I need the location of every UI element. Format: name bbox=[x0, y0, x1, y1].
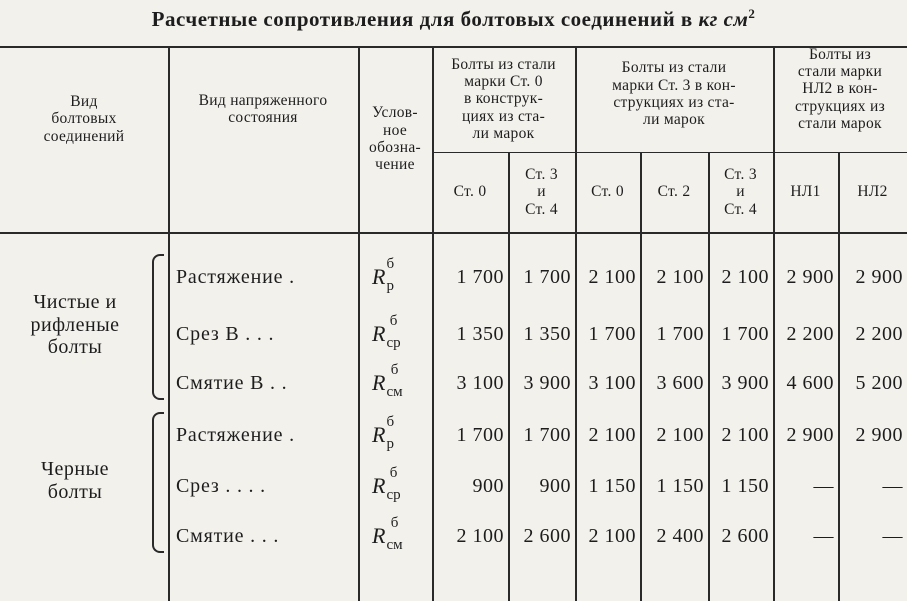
table-cell-value: 1 350 bbox=[456, 322, 504, 345]
symbol-letter: R bbox=[372, 320, 386, 346]
table-cell-value: 2 100 bbox=[588, 524, 636, 547]
symbol-letter: R bbox=[372, 472, 386, 498]
header-group-nl2: Болты из стали марки НЛ2 в кон- струкциях из стали марок bbox=[794, 45, 886, 133]
table-cell-value: 2 100 bbox=[656, 423, 704, 446]
table-cell-value: 2 900 bbox=[855, 423, 903, 446]
table-cell-value: 1 700 bbox=[456, 423, 504, 446]
table-cell-value: 2 600 bbox=[523, 524, 571, 547]
rule-line bbox=[0, 232, 907, 234]
header-subcolumn: Ст. 0 bbox=[453, 183, 487, 201]
title-unit-exponent: 2 bbox=[748, 6, 756, 21]
design-resistance-symbol bbox=[358, 410, 432, 460]
table-cell-value: 3 100 bbox=[588, 371, 636, 394]
design-resistance-symbol bbox=[358, 252, 432, 302]
design-resistance-symbol bbox=[358, 461, 432, 511]
stress-state-label: Срез . . . . bbox=[176, 474, 266, 497]
header-subcolumn: НЛ2 bbox=[857, 183, 888, 201]
header-connection-type: Вид болтовых соединений bbox=[43, 92, 125, 145]
table-cell-value: 1 700 bbox=[456, 265, 504, 288]
table-cell-value: 1 700 bbox=[523, 265, 571, 288]
symbol-subscript: ср bbox=[386, 335, 401, 351]
table-cell-value: — bbox=[882, 524, 903, 547]
table-cell-value: 1 150 bbox=[656, 474, 704, 497]
table-cell-value: 2 100 bbox=[456, 524, 504, 547]
table-cell-value: 3 900 bbox=[721, 371, 769, 394]
symbol-indices bbox=[386, 361, 403, 400]
symbol-superscript: б bbox=[386, 255, 395, 272]
symbol-subscript: см bbox=[386, 384, 403, 400]
symbol-indices bbox=[386, 255, 395, 294]
table-cell-value: — bbox=[813, 524, 834, 547]
group-name: Черные болты bbox=[41, 458, 109, 503]
symbol-indices bbox=[386, 464, 401, 503]
table-cell-value: 3 600 bbox=[656, 371, 704, 394]
symbol-superscript: б bbox=[390, 361, 399, 378]
title-text: Расчетные сопротивления для болтовых соединений в bbox=[151, 7, 693, 31]
symbol-letter: R bbox=[372, 421, 386, 447]
table-cell-value: 4 600 bbox=[786, 371, 834, 394]
table-cell-value: 1 350 bbox=[523, 322, 571, 345]
stress-state-label: Смятие . . . bbox=[176, 524, 280, 547]
table-cell-value: 2 900 bbox=[786, 265, 834, 288]
stress-state-label: Растяжение . bbox=[176, 265, 295, 288]
table-cell-value: 2 200 bbox=[786, 322, 834, 345]
table-cell-value: 2 900 bbox=[786, 423, 834, 446]
symbol-indices bbox=[386, 413, 395, 452]
table-cell-value: 1 700 bbox=[523, 423, 571, 446]
table-cell-value: 2 100 bbox=[721, 265, 769, 288]
table-cell-value: 1 700 bbox=[656, 322, 704, 345]
symbol-subscript: ср bbox=[386, 487, 401, 503]
group-brace bbox=[152, 254, 164, 400]
design-resistance-symbol bbox=[358, 358, 432, 408]
header-symbol: Услов- ное обозна- чение bbox=[369, 104, 421, 174]
stress-state-label: Растяжение . bbox=[176, 423, 295, 446]
symbol-superscript: б bbox=[390, 514, 399, 531]
table-cell-value: — bbox=[882, 474, 903, 497]
symbol-letter: R bbox=[372, 522, 386, 548]
title-unit: кг см bbox=[698, 7, 749, 31]
symbol-subscript: р bbox=[386, 436, 395, 452]
group-name: Чистые и рифленые болты bbox=[30, 291, 120, 359]
symbol-subscript: р bbox=[386, 278, 395, 294]
symbol-superscript: б bbox=[389, 464, 398, 481]
table-cell-value: 2 100 bbox=[588, 265, 636, 288]
stress-state-label: Срез В . . . bbox=[176, 322, 275, 345]
design-resistance-symbol bbox=[358, 511, 432, 561]
symbol-letter: R bbox=[372, 263, 386, 289]
header-group-st0: Болты из стали марки Ст. 0 в конструк- циях из ста- ли марок bbox=[451, 55, 556, 143]
stress-state-label: Смятие В . . bbox=[176, 371, 288, 394]
table-cell-value: 2 100 bbox=[588, 423, 636, 446]
table-cell-value: 1 700 bbox=[588, 322, 636, 345]
table-cell-value: 2 900 bbox=[855, 265, 903, 288]
table-cell-value: 1 150 bbox=[721, 474, 769, 497]
table-cell-value: 3 100 bbox=[456, 371, 504, 394]
table-cell-value: 2 600 bbox=[721, 524, 769, 547]
symbol-indices bbox=[386, 514, 403, 553]
header-subcolumn: Ст. 0 bbox=[591, 183, 624, 201]
header-subcolumn: Ст. 3 и Ст. 4 bbox=[525, 165, 558, 218]
table-cell-value: 900 bbox=[539, 474, 571, 497]
header-subcolumn: НЛ1 bbox=[790, 183, 821, 201]
table-cell-value: 2 100 bbox=[721, 423, 769, 446]
symbol-letter: R bbox=[372, 369, 386, 395]
header-group-st3: Болты из стали марки Ст. 3 в кон- струкциях из ста- ли марок bbox=[612, 59, 736, 129]
symbol-superscript: б bbox=[386, 413, 395, 430]
table-cell-value: 1 700 bbox=[721, 322, 769, 345]
table-cell-value: 3 900 bbox=[523, 371, 571, 394]
table-cell-value: 2 400 bbox=[656, 524, 704, 547]
header-subcolumn: Ст. 2 bbox=[657, 183, 691, 201]
table-cell-value: 900 bbox=[472, 474, 504, 497]
design-resistance-symbol bbox=[358, 309, 432, 359]
table-cell-value: 2 200 bbox=[855, 322, 903, 345]
symbol-indices bbox=[386, 312, 401, 351]
symbol-subscript: см bbox=[386, 537, 403, 553]
group-brace bbox=[152, 412, 164, 553]
table-cell-value: — bbox=[813, 474, 834, 497]
header-stress-state: Вид напряженного состояния bbox=[198, 91, 328, 126]
table-cell-value: 1 150 bbox=[588, 474, 636, 497]
table-cell-value: 5 200 bbox=[855, 371, 903, 394]
table-cell-value: 2 100 bbox=[656, 265, 704, 288]
symbol-superscript: б bbox=[389, 312, 398, 329]
header-subcolumn: Ст. 3 и Ст. 4 bbox=[724, 165, 757, 218]
